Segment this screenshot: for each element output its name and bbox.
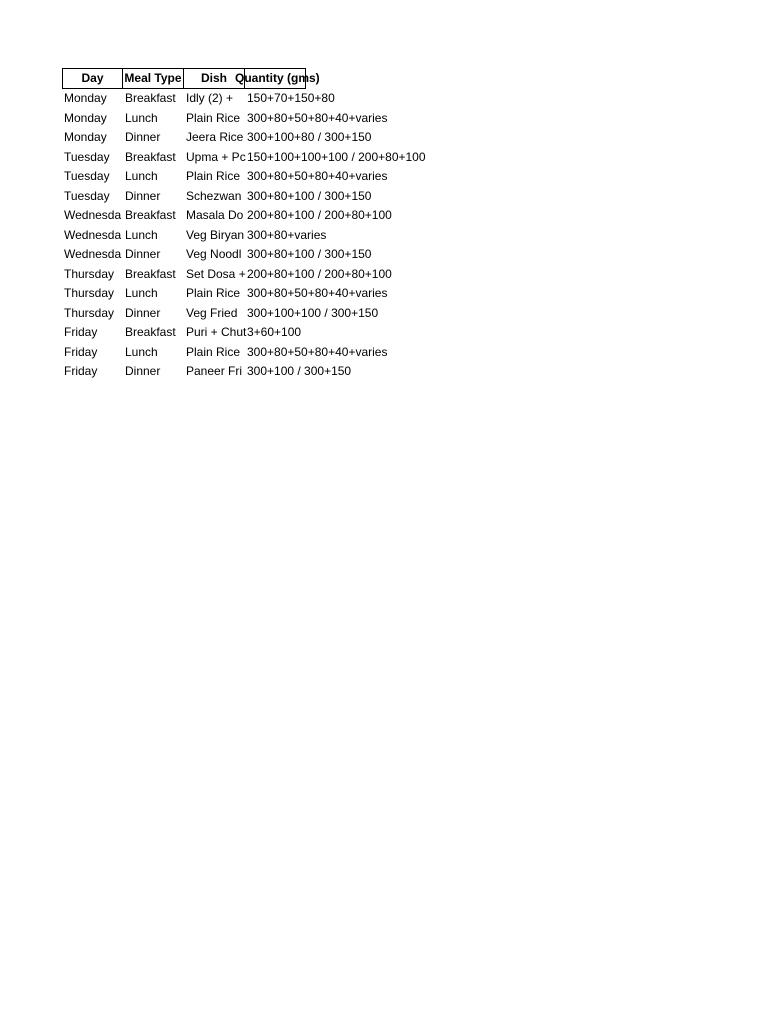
table-row xyxy=(62,187,462,207)
cell-dish[interactable]: Plain Rice xyxy=(186,169,241,183)
cell-day[interactable]: Tuesday xyxy=(64,149,110,164)
cell-quantity[interactable]: 300+80+100 / 300+150 xyxy=(247,247,372,261)
cell-dish[interactable]: Idly (2) + xyxy=(186,91,234,105)
cell-quantity[interactable]: 300+100+80 / 300+150 xyxy=(247,130,372,144)
cell-day[interactable]: Thursday xyxy=(64,266,115,281)
table-row xyxy=(62,226,462,246)
cell-dish[interactable]: Plain Rice xyxy=(186,286,241,300)
table-row xyxy=(62,265,462,285)
cell-meal-type[interactable]: Lunch xyxy=(125,286,158,300)
table-row xyxy=(62,304,462,324)
table-row xyxy=(62,362,462,382)
cell-dish[interactable]: Veg Noodl xyxy=(186,247,242,261)
cell-day[interactable]: Wednesda xyxy=(64,227,122,242)
cell-day[interactable]: Monday xyxy=(64,130,107,144)
header-quantity-label: Quantity (gms) xyxy=(235,71,320,85)
table-row xyxy=(62,89,462,109)
cell-day[interactable]: Wednesda xyxy=(64,247,122,261)
cell-dish[interactable]: Paneer Fri xyxy=(186,364,243,378)
cell-quantity[interactable]: 300+80+50+80+40+varies xyxy=(247,344,388,359)
cell-meal-type[interactable]: Lunch xyxy=(125,169,158,183)
cell-meal-type[interactable]: Lunch xyxy=(125,227,158,242)
cell-meal-type[interactable]: Dinner xyxy=(125,247,161,261)
cell-day[interactable]: Thursday xyxy=(64,305,115,320)
cell-quantity[interactable]: 300+80+50+80+40+varies xyxy=(247,110,388,125)
cell-quantity[interactable]: 3+60+100 xyxy=(247,325,302,339)
cell-day[interactable]: Monday xyxy=(64,110,107,125)
cell-quantity[interactable]: 200+80+100 / 200+80+100 xyxy=(247,266,392,281)
table-row xyxy=(62,343,462,363)
cell-dish[interactable]: Veg Biryan xyxy=(186,227,245,242)
cell-day[interactable]: Monday xyxy=(64,91,107,105)
cell-meal-type[interactable]: Breakfast xyxy=(125,325,176,339)
data-rows xyxy=(62,89,462,382)
cell-dish[interactable]: Jeera Rice xyxy=(186,130,244,144)
table-row xyxy=(62,109,462,129)
cell-meal-type[interactable]: Breakfast xyxy=(125,91,176,105)
cell-dish[interactable]: Schezwan xyxy=(186,188,242,203)
meal-plan-sheet xyxy=(62,68,462,382)
table-row xyxy=(62,245,462,265)
cell-meal-type[interactable]: Lunch xyxy=(125,344,158,359)
cell-dish[interactable]: Upma + Pc xyxy=(186,149,246,164)
cell-meal-type[interactable]: Breakfast xyxy=(125,208,176,222)
table-row xyxy=(62,167,462,187)
cell-meal-type[interactable]: Dinner xyxy=(125,305,161,320)
cell-day[interactable]: Tuesday xyxy=(64,188,110,203)
table-row xyxy=(62,128,462,148)
table-row xyxy=(62,206,462,226)
cell-quantity[interactable]: 300+100+100 / 300+150 xyxy=(247,305,379,320)
cell-meal-type[interactable]: Dinner xyxy=(125,188,161,203)
table-row xyxy=(62,148,462,168)
header-dish[interactable]: Dish xyxy=(184,68,245,89)
header-day[interactable]: Day xyxy=(62,68,123,89)
cell-meal-type[interactable]: Breakfast xyxy=(125,266,176,281)
cell-day[interactable]: Friday xyxy=(64,364,98,378)
cell-meal-type[interactable]: Dinner xyxy=(125,130,161,144)
cell-quantity[interactable]: 200+80+100 / 200+80+100 xyxy=(247,208,392,222)
cell-meal-type[interactable]: Breakfast xyxy=(125,149,176,164)
table-row xyxy=(62,323,462,343)
header-meal-type[interactable]: Meal Type xyxy=(123,68,184,89)
cell-day[interactable]: Friday xyxy=(64,325,98,339)
cell-quantity[interactable]: 300+80+50+80+40+varies xyxy=(247,169,388,183)
header-row xyxy=(62,68,462,89)
cell-day[interactable]: Thursday xyxy=(64,286,115,300)
cell-quantity[interactable]: 300+80+varies xyxy=(247,227,327,242)
cell-quantity[interactable]: 300+100 / 300+150 xyxy=(247,364,352,378)
cell-day[interactable]: Friday xyxy=(64,344,98,359)
cell-quantity[interactable]: 300+80+50+80+40+varies xyxy=(247,286,388,300)
cell-day[interactable]: Wednesda xyxy=(64,208,122,222)
cell-dish[interactable]: Masala Do xyxy=(186,208,244,222)
table-row xyxy=(62,284,462,304)
cell-quantity[interactable]: 150+70+150+80 xyxy=(247,91,335,105)
cell-quantity[interactable]: 150+100+100+100 / 200+80+100 xyxy=(247,149,426,164)
header-quantity[interactable] xyxy=(235,68,320,89)
cell-dish[interactable]: Plain Rice xyxy=(186,344,241,359)
cell-dish[interactable]: Plain Rice xyxy=(186,110,241,125)
cell-meal-type[interactable]: Lunch xyxy=(125,110,158,125)
cell-day[interactable]: Tuesday xyxy=(64,169,110,183)
cell-dish[interactable]: Veg Fried xyxy=(186,305,238,320)
cell-meal-type[interactable]: Dinner xyxy=(125,364,161,378)
cell-dish[interactable]: Set Dosa + xyxy=(186,266,246,281)
cell-dish[interactable]: Puri + Chut xyxy=(186,325,247,339)
cell-quantity[interactable]: 300+80+100 / 300+150 xyxy=(247,188,372,203)
